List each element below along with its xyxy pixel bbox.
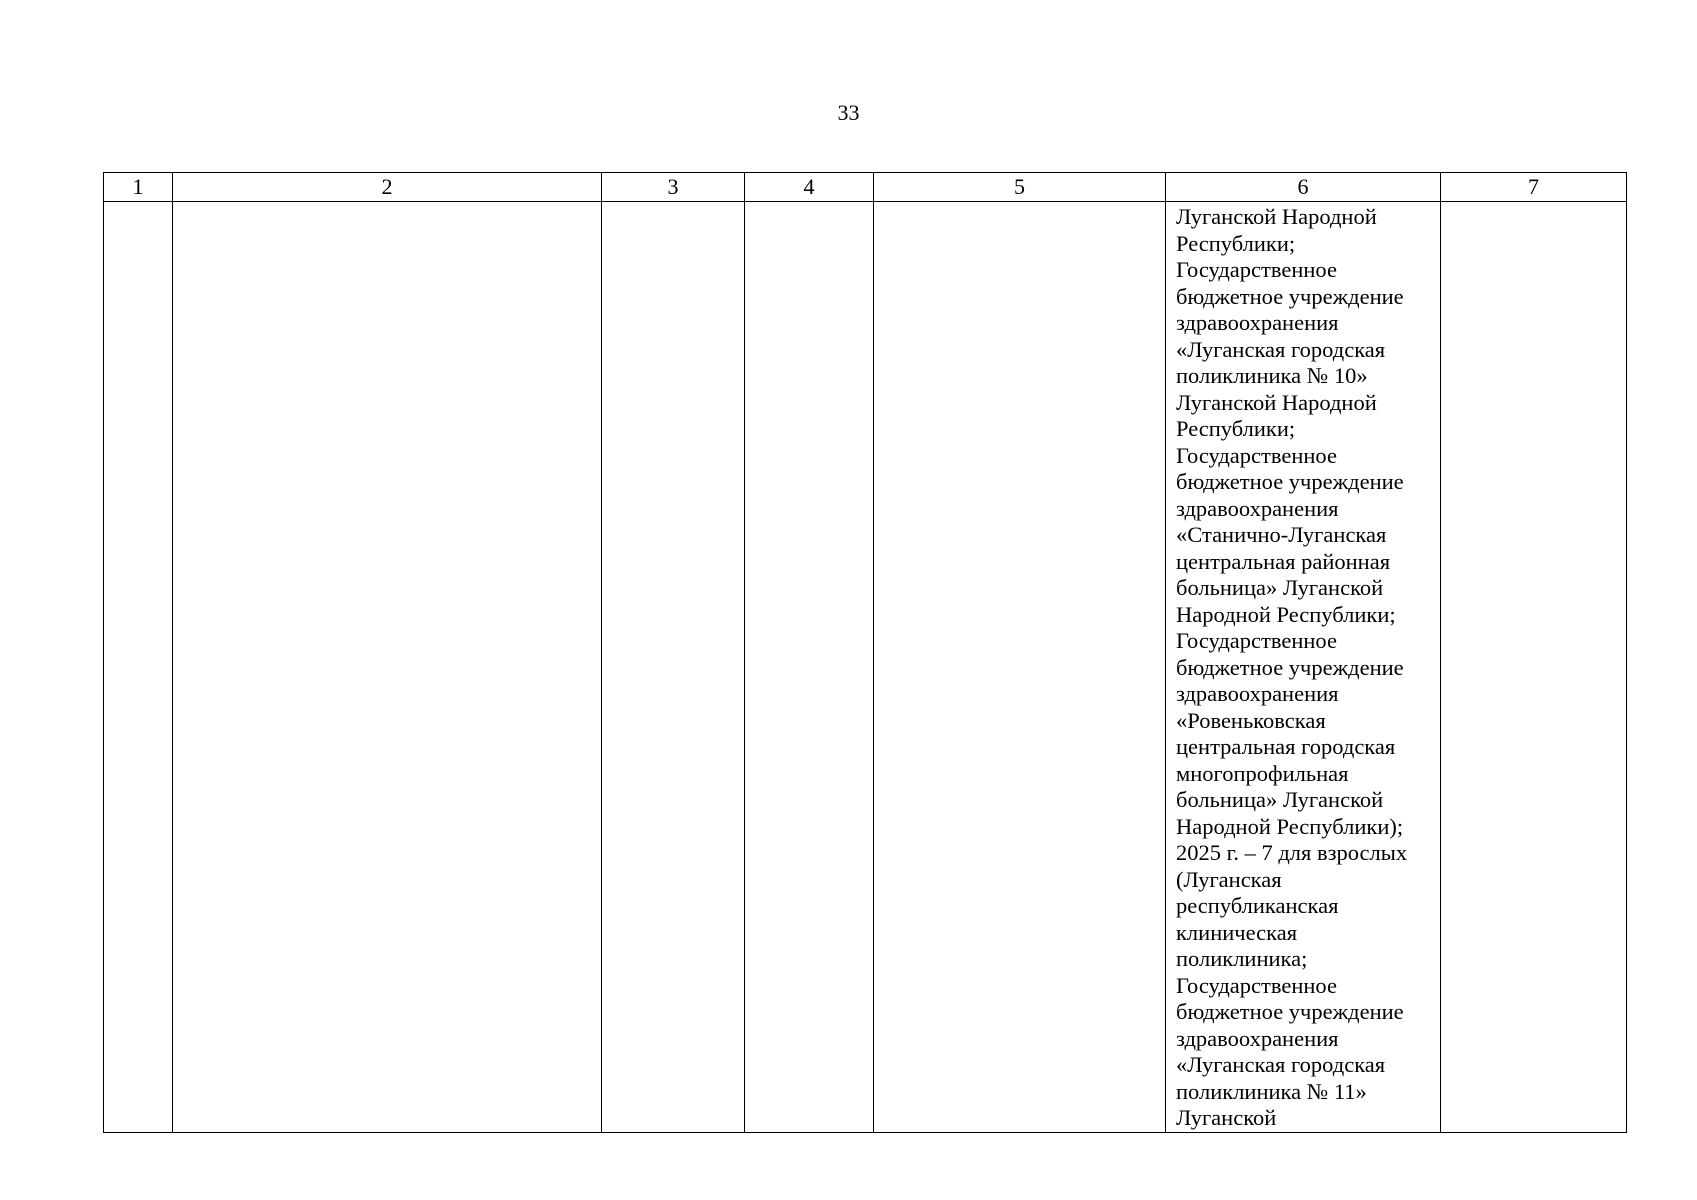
table-cell-col3 bbox=[602, 202, 745, 1133]
column-header-7: 7 bbox=[1441, 173, 1627, 202]
column-header-2: 2 bbox=[173, 173, 602, 202]
cell-text-col5 bbox=[874, 202, 1165, 204]
header-row bbox=[104, 173, 1627, 202]
table-cell-col7 bbox=[1441, 202, 1627, 1133]
table-cell-col6 bbox=[1166, 202, 1441, 1133]
table-cell-col5 bbox=[874, 202, 1166, 1133]
cell-text-col7 bbox=[1441, 202, 1626, 204]
column-header-5: 5 bbox=[874, 173, 1166, 202]
cell-text-col3 bbox=[602, 202, 744, 204]
cell-text-col2 bbox=[173, 202, 601, 204]
table-cell-col4 bbox=[745, 202, 874, 1133]
table-cell-col1 bbox=[104, 202, 173, 1133]
table-cell-col2 bbox=[173, 202, 602, 1133]
column-header-3: 3 bbox=[602, 173, 745, 202]
column-header-1: 1 bbox=[104, 173, 173, 202]
table-row bbox=[104, 202, 1627, 1133]
cell-text-col4 bbox=[745, 202, 873, 204]
column-header-6: 6 bbox=[1166, 173, 1441, 202]
cell-text-col1 bbox=[104, 202, 172, 204]
column-header-4: 4 bbox=[745, 173, 874, 202]
document-table bbox=[103, 172, 1627, 1133]
page-number: 33 bbox=[837, 100, 860, 125]
cell-text-col6: Луганской Народной Республики; Государственное бюджетное учреждение здравоохранения «Луганская городская поликлиника № 10» Луганской Народной Республики; Государственное бюджетное учреждение здравоохранения «Станично-Луганская центральная районная больница» Луганской Народной Республики; Государственное бюджетное учреждение здравоохранения «Ровеньковская центральная городская многопрофильная больница» Луганской Народной Республики); 2025 г. – 7 для взрослых (Луганская республиканская клиническая поликлиника; Государственное бюджетное учреждение здравоохранения «Луганская городская поликлиника № 11» Луганской bbox=[1176, 204, 1408, 1130]
